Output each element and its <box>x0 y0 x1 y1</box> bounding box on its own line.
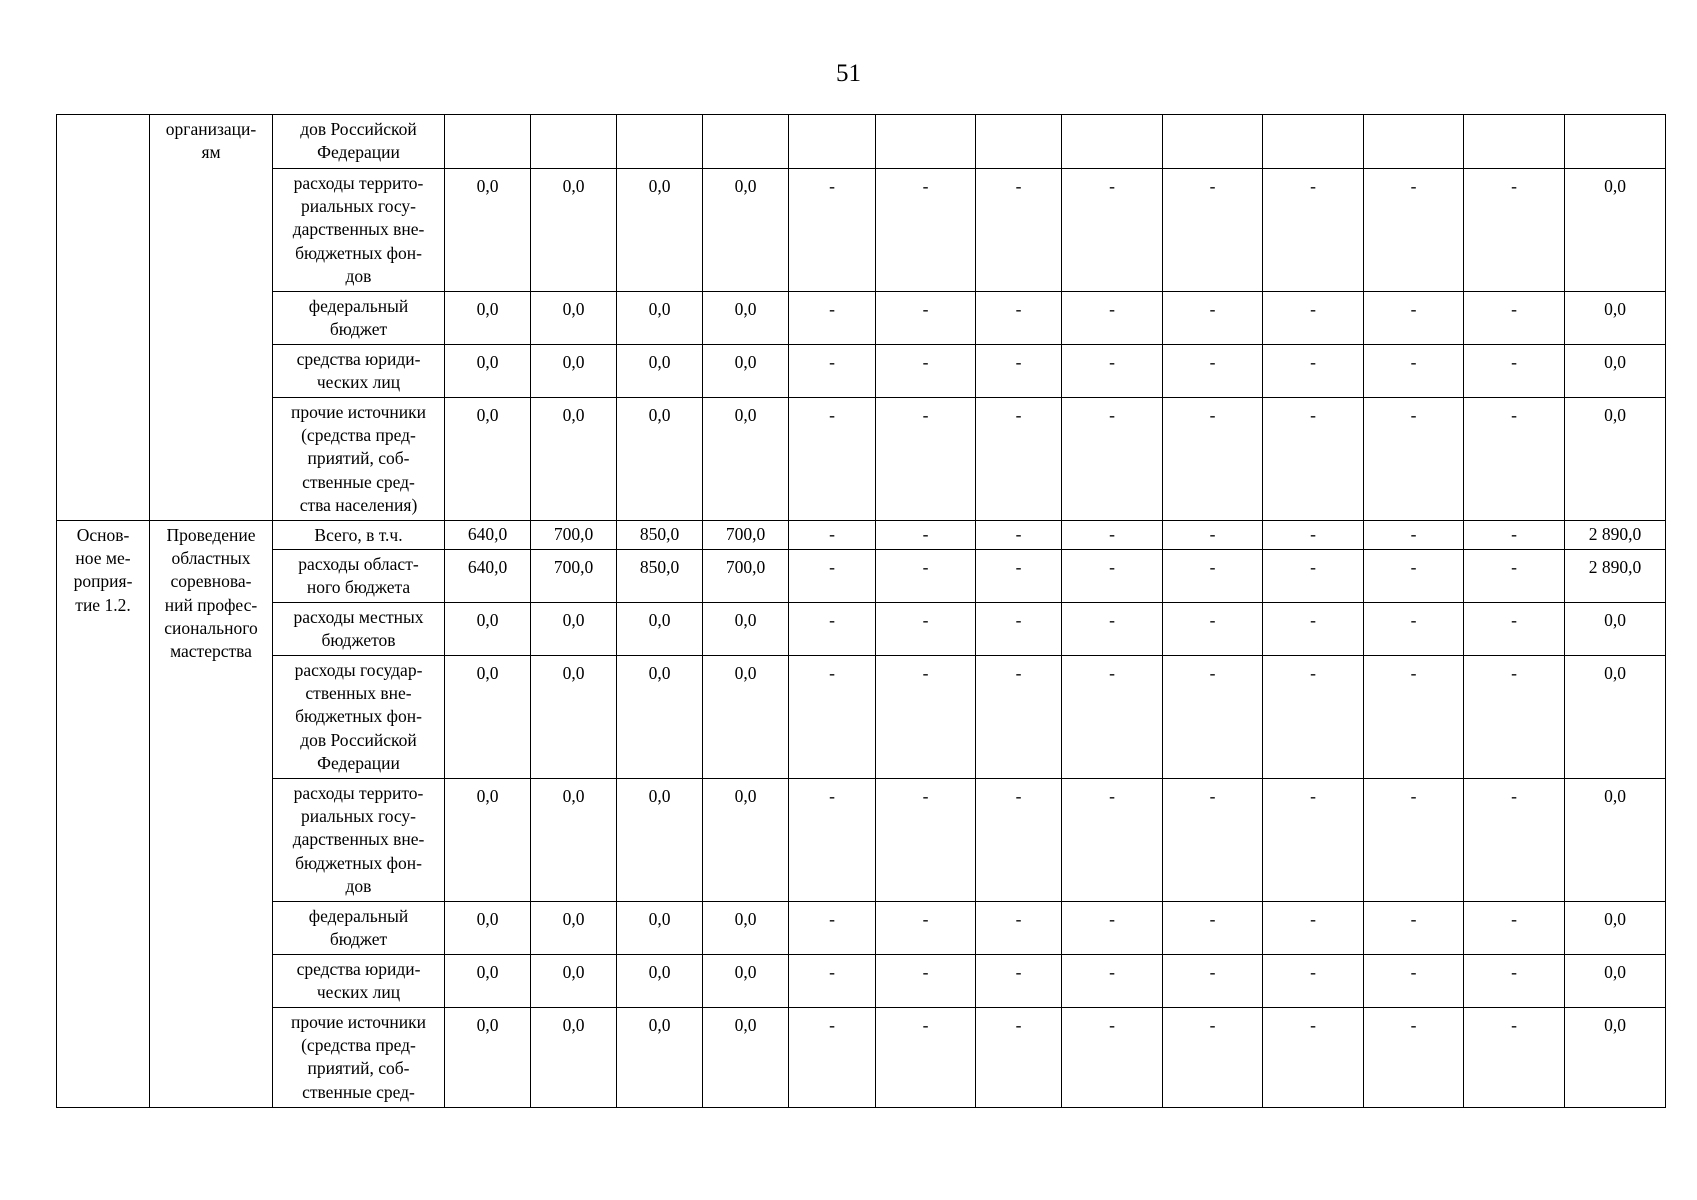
value-cell: 0,0 <box>531 656 617 779</box>
value-cell: - <box>789 169 876 292</box>
value-cell <box>789 115 876 169</box>
table-row <box>57 955 1666 1008</box>
value-cell: 0,0 <box>617 656 703 779</box>
value-cell <box>1565 115 1666 169</box>
value-cell: 0,0 <box>617 779 703 902</box>
funding-source-label: расходы местных бюджетов <box>273 603 445 656</box>
value-cell: - <box>976 169 1062 292</box>
value-cell: - <box>1163 779 1263 902</box>
value-cell: - <box>976 902 1062 955</box>
funding-table <box>56 114 1666 1108</box>
value-cell <box>876 115 976 169</box>
value-cell: - <box>1062 521 1163 550</box>
value-cell: - <box>876 902 976 955</box>
event-name-cell: организаци- ям <box>150 115 273 521</box>
funding-source-label: расходы област- ного бюджета <box>273 550 445 603</box>
value-cell: - <box>1163 955 1263 1008</box>
value-cell: - <box>1263 656 1364 779</box>
value-cell: - <box>1263 521 1364 550</box>
value-cell: 0,0 <box>445 656 531 779</box>
value-cell: 0,0 <box>445 955 531 1008</box>
value-cell: - <box>1263 902 1364 955</box>
event-number-cell <box>57 115 150 521</box>
value-cell: 0,0 <box>531 398 617 521</box>
value-cell: - <box>976 550 1062 603</box>
value-cell <box>1464 115 1565 169</box>
value-cell: 0,0 <box>703 1008 789 1108</box>
value-cell: 0,0 <box>1565 292 1666 345</box>
table-row <box>57 902 1666 955</box>
value-cell: - <box>1364 779 1464 902</box>
value-cell: 0,0 <box>617 955 703 1008</box>
table-row <box>57 603 1666 656</box>
value-cell: - <box>1062 656 1163 779</box>
value-cell: 0,0 <box>703 779 789 902</box>
event-name-cell: Проведение областных соревнова- ний профес- сионального мастерства <box>150 521 273 1108</box>
value-cell: 2 890,0 <box>1565 550 1666 603</box>
funding-source-label: расходы террито- риальных госу- дарственных вне- бюджетных фон- дов <box>273 169 445 292</box>
value-cell: 0,0 <box>703 345 789 398</box>
value-cell: 0,0 <box>531 1008 617 1108</box>
value-cell: - <box>789 521 876 550</box>
funding-source-label: расходы террито- риальных госу- дарственных вне- бюджетных фон- дов <box>273 779 445 902</box>
value-cell: - <box>1263 169 1364 292</box>
value-cell: 0,0 <box>445 292 531 345</box>
value-cell: - <box>1464 550 1565 603</box>
value-cell: 0,0 <box>1565 779 1666 902</box>
value-cell: 0,0 <box>445 779 531 902</box>
value-cell: 700,0 <box>703 521 789 550</box>
value-cell <box>445 115 531 169</box>
value-cell: - <box>1062 169 1163 292</box>
value-cell: - <box>1364 902 1464 955</box>
table-row <box>57 656 1666 779</box>
value-cell: - <box>1062 779 1163 902</box>
table-row <box>57 169 1666 292</box>
value-cell: 0,0 <box>445 169 531 292</box>
value-cell: - <box>976 398 1062 521</box>
value-cell: - <box>1163 1008 1263 1108</box>
value-cell: - <box>1163 550 1263 603</box>
value-cell: - <box>1464 398 1565 521</box>
value-cell: - <box>1263 345 1364 398</box>
value-cell: 2 890,0 <box>1565 521 1666 550</box>
value-cell <box>976 115 1062 169</box>
value-cell: 0,0 <box>1565 345 1666 398</box>
value-cell <box>1364 115 1464 169</box>
value-cell: - <box>876 779 976 902</box>
value-cell: - <box>789 656 876 779</box>
value-cell: 0,0 <box>1565 955 1666 1008</box>
value-cell: 640,0 <box>445 521 531 550</box>
value-cell: 0,0 <box>1565 1008 1666 1108</box>
value-cell: - <box>976 1008 1062 1108</box>
value-cell: - <box>876 521 976 550</box>
value-cell: - <box>789 603 876 656</box>
value-cell: - <box>1364 550 1464 603</box>
value-cell: - <box>1364 603 1464 656</box>
value-cell: - <box>1464 521 1565 550</box>
value-cell: 0,0 <box>531 902 617 955</box>
table-row <box>57 521 1666 550</box>
table-row <box>57 550 1666 603</box>
event-number-cell: Основ- ное ме- роприя- тие 1.2. <box>57 521 150 1108</box>
value-cell <box>1263 115 1364 169</box>
table-row <box>57 345 1666 398</box>
value-cell: - <box>789 292 876 345</box>
value-cell: - <box>876 169 976 292</box>
table-row <box>57 1008 1666 1108</box>
value-cell: - <box>876 550 976 603</box>
value-cell: - <box>789 1008 876 1108</box>
value-cell: - <box>1263 550 1364 603</box>
value-cell: - <box>976 521 1062 550</box>
value-cell: - <box>976 656 1062 779</box>
value-cell: 0,0 <box>531 955 617 1008</box>
value-cell: - <box>1062 398 1163 521</box>
value-cell: - <box>1464 955 1565 1008</box>
value-cell: - <box>789 550 876 603</box>
value-cell: 640,0 <box>445 550 531 603</box>
value-cell: 0,0 <box>531 169 617 292</box>
value-cell: - <box>1364 1008 1464 1108</box>
value-cell: 0,0 <box>617 1008 703 1108</box>
value-cell: - <box>1464 169 1565 292</box>
value-cell: - <box>1263 955 1364 1008</box>
value-cell: 0,0 <box>617 398 703 521</box>
value-cell: 0,0 <box>1565 656 1666 779</box>
value-cell: - <box>1163 398 1263 521</box>
value-cell: - <box>1062 955 1163 1008</box>
funding-source-label: средства юриди- ческих лиц <box>273 345 445 398</box>
value-cell: - <box>976 345 1062 398</box>
value-cell: - <box>789 345 876 398</box>
value-cell: - <box>1062 902 1163 955</box>
value-cell: 0,0 <box>703 169 789 292</box>
value-cell: - <box>1364 656 1464 779</box>
value-cell: - <box>1163 656 1263 779</box>
table-row <box>57 398 1666 521</box>
value-cell: 850,0 <box>617 521 703 550</box>
value-cell: 0,0 <box>1565 169 1666 292</box>
value-cell: - <box>789 779 876 902</box>
value-cell: - <box>1062 603 1163 656</box>
value-cell: - <box>1364 345 1464 398</box>
value-cell: - <box>1263 603 1364 656</box>
value-cell: - <box>1163 902 1263 955</box>
value-cell <box>703 115 789 169</box>
value-cell: - <box>1464 1008 1565 1108</box>
value-cell: - <box>876 955 976 1008</box>
page-number: 51 <box>836 60 861 87</box>
value-cell: - <box>876 345 976 398</box>
value-cell: 0,0 <box>617 292 703 345</box>
value-cell: 0,0 <box>445 1008 531 1108</box>
table-row <box>57 292 1666 345</box>
value-cell: - <box>976 779 1062 902</box>
value-cell: 0,0 <box>531 292 617 345</box>
value-cell: - <box>1364 521 1464 550</box>
value-cell: 0,0 <box>1565 398 1666 521</box>
value-cell: - <box>1364 292 1464 345</box>
value-cell: - <box>1464 292 1565 345</box>
value-cell: - <box>1163 345 1263 398</box>
value-cell: 0,0 <box>703 955 789 1008</box>
value-cell: 0,0 <box>1565 902 1666 955</box>
value-cell: - <box>1263 398 1364 521</box>
value-cell: - <box>1163 169 1263 292</box>
value-cell: 0,0 <box>703 398 789 521</box>
value-cell: - <box>789 902 876 955</box>
value-cell: 850,0 <box>617 550 703 603</box>
value-cell: 0,0 <box>445 345 531 398</box>
value-cell: - <box>789 398 876 521</box>
value-cell: 0,0 <box>531 603 617 656</box>
funding-source-label: Всего, в т.ч. <box>273 521 445 550</box>
value-cell: 0,0 <box>445 603 531 656</box>
value-cell: 700,0 <box>703 550 789 603</box>
value-cell: - <box>1163 603 1263 656</box>
value-cell: - <box>1364 955 1464 1008</box>
value-cell: - <box>1263 292 1364 345</box>
value-cell: 0,0 <box>617 169 703 292</box>
value-cell: - <box>876 603 976 656</box>
value-cell: 0,0 <box>445 902 531 955</box>
value-cell: - <box>1062 292 1163 345</box>
value-cell: 0,0 <box>617 902 703 955</box>
value-cell: - <box>876 656 976 779</box>
value-cell: - <box>876 398 976 521</box>
value-cell: - <box>1364 169 1464 292</box>
value-cell: - <box>976 292 1062 345</box>
value-cell <box>531 115 617 169</box>
value-cell: - <box>1062 345 1163 398</box>
value-cell: - <box>1364 398 1464 521</box>
value-cell: - <box>876 1008 976 1108</box>
value-cell: - <box>1062 550 1163 603</box>
value-cell: - <box>1464 656 1565 779</box>
value-cell <box>1163 115 1263 169</box>
value-cell: - <box>1464 779 1565 902</box>
value-cell: - <box>1062 1008 1163 1108</box>
value-cell: 0,0 <box>617 345 703 398</box>
value-cell: - <box>1263 1008 1364 1108</box>
funding-source-label: федеральный бюджет <box>273 292 445 345</box>
value-cell: - <box>1163 292 1263 345</box>
value-cell: 0,0 <box>703 902 789 955</box>
funding-source-label: дов Российской Федерации <box>273 115 445 169</box>
value-cell: - <box>1464 345 1565 398</box>
value-cell: - <box>1464 603 1565 656</box>
value-cell: - <box>789 955 876 1008</box>
value-cell: - <box>876 292 976 345</box>
value-cell: - <box>1464 902 1565 955</box>
funding-source-label: прочие источники (средства пред- приятий, соб- ственные сред- <box>273 1008 445 1108</box>
value-cell: - <box>976 603 1062 656</box>
table-row <box>57 115 1666 169</box>
funding-source-label: средства юриди- ческих лиц <box>273 955 445 1008</box>
value-cell: 0,0 <box>531 345 617 398</box>
table-row <box>57 779 1666 902</box>
funding-source-label: прочие источники (средства пред- приятий, соб- ственные сред- ства населения) <box>273 398 445 521</box>
value-cell <box>617 115 703 169</box>
value-cell: - <box>976 955 1062 1008</box>
value-cell: 0,0 <box>703 656 789 779</box>
value-cell: 0,0 <box>531 779 617 902</box>
value-cell <box>1062 115 1163 169</box>
value-cell: 0,0 <box>445 398 531 521</box>
value-cell: 700,0 <box>531 521 617 550</box>
value-cell: 0,0 <box>703 292 789 345</box>
value-cell: 0,0 <box>617 603 703 656</box>
funding-source-label: расходы государ- ственных вне- бюджетных фон- дов Российской Федерации <box>273 656 445 779</box>
value-cell: 0,0 <box>703 603 789 656</box>
value-cell: - <box>1163 521 1263 550</box>
value-cell: - <box>1263 779 1364 902</box>
funding-source-label: федеральный бюджет <box>273 902 445 955</box>
value-cell: 700,0 <box>531 550 617 603</box>
value-cell: 0,0 <box>1565 603 1666 656</box>
